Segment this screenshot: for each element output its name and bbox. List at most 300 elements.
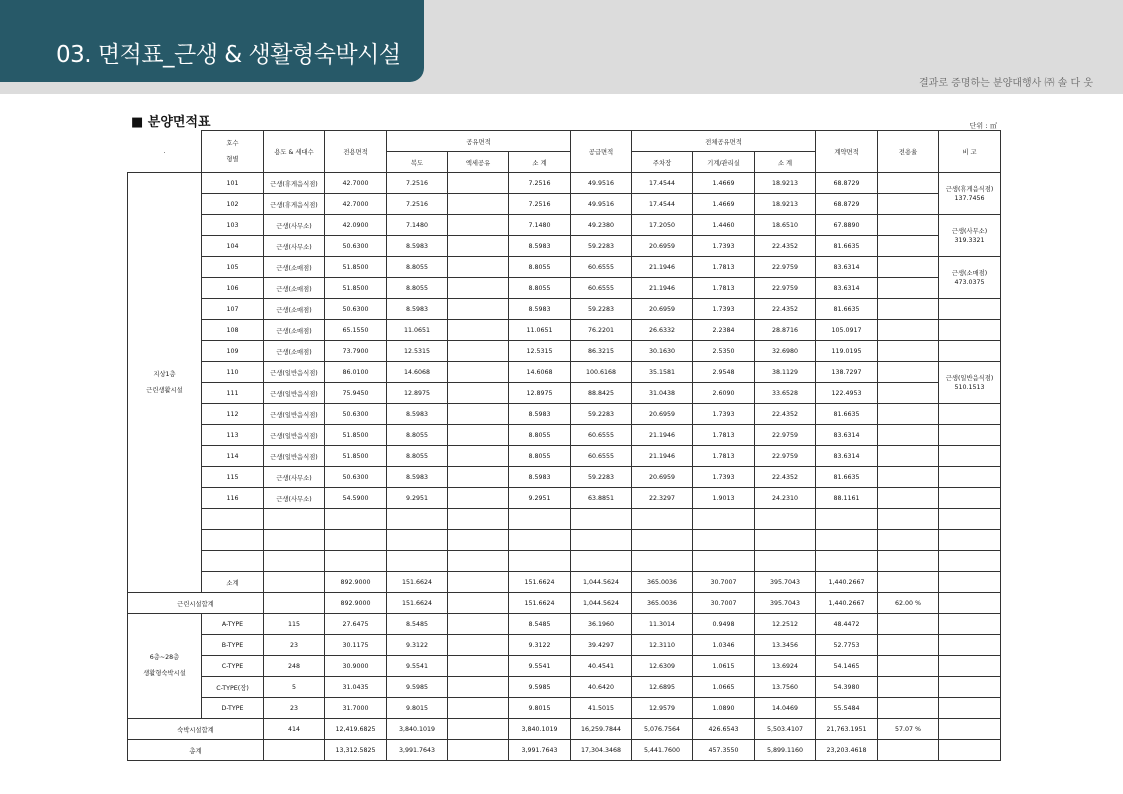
contract-area: 105.0917 <box>816 320 878 341</box>
empty-cell <box>939 551 1001 572</box>
mechanical-area: 1.7813 <box>693 278 755 299</box>
neighbor-total-ratio: 62.00 % <box>878 593 939 614</box>
header-yongdo: 용도 & 세대수 <box>264 131 325 173</box>
empty-cell <box>202 509 264 530</box>
empty-cell <box>878 530 939 551</box>
empty-cell <box>202 530 264 551</box>
grand-total-ratio <box>878 740 939 761</box>
type-name: B-TYPE <box>202 635 264 656</box>
shared-subtotal: 14.6068 <box>509 362 571 383</box>
lodging-total-corridor: 3,840.1019 <box>387 719 448 740</box>
unit-use: 근생(일반음식점) <box>264 425 325 446</box>
supply-area: 41.5015 <box>571 698 632 719</box>
mechanical-area: 0.9498 <box>693 614 755 635</box>
access-shared-area <box>448 404 509 425</box>
shared-subtotal: 7.2516 <box>509 194 571 215</box>
grand-total-mechanical: 457.3550 <box>693 740 755 761</box>
type-name: A-TYPE <box>202 614 264 635</box>
header-jeonche: 전체공유면적 <box>632 131 816 152</box>
supply-area: 60.6555 <box>571 446 632 467</box>
supply-area: 49.2380 <box>571 215 632 236</box>
remark-cell <box>939 215 1001 257</box>
mechanical-area: 1.0890 <box>693 698 755 719</box>
subtotal-access <box>448 572 509 593</box>
exclusive-area: 51.8500 <box>325 425 387 446</box>
contract-area: 55.5484 <box>816 698 878 719</box>
shared-subtotal: 8.5983 <box>509 467 571 488</box>
parking-area: 22.3297 <box>632 488 693 509</box>
mechanical-area: 1.9013 <box>693 488 755 509</box>
header-jucha: 주차장 <box>632 152 693 173</box>
contract-area: 138.7297 <box>816 362 878 383</box>
empty-cell <box>509 530 571 551</box>
type-row <box>128 635 1001 656</box>
empty-cell <box>571 530 632 551</box>
empty-cell <box>264 509 325 530</box>
remark-cell <box>939 362 1001 404</box>
empty-cell <box>325 509 387 530</box>
type-count: 5 <box>264 677 325 698</box>
shared-subtotal: 8.5983 <box>509 299 571 320</box>
header-jeonyongyul: 전용율 <box>878 131 939 173</box>
empty-cell <box>878 551 939 572</box>
lodging-total-contract: 21,763.1951 <box>816 719 878 740</box>
type-row <box>128 698 1001 719</box>
empty-cell <box>448 509 509 530</box>
access-shared-area <box>448 341 509 362</box>
access-shared-area <box>448 236 509 257</box>
remark-cell <box>939 446 1001 467</box>
empty-cell <box>755 509 816 530</box>
empty-cell <box>387 551 448 572</box>
common-subtotal: 24.2310 <box>755 488 816 509</box>
type-count: 248 <box>264 656 325 677</box>
type-row <box>128 677 1001 698</box>
corridor-area: 7.2516 <box>387 173 448 194</box>
neighbor-total-parking: 365.0036 <box>632 593 693 614</box>
contract-area: 68.8729 <box>816 194 878 215</box>
access-shared-area <box>448 383 509 404</box>
unit-use: 근생(일반음식점) <box>264 362 325 383</box>
neighbor-total-remark <box>939 593 1001 614</box>
remark-cell <box>939 488 1001 509</box>
lodging-total-row <box>128 719 1001 740</box>
corridor-area: 9.8015 <box>387 698 448 719</box>
contract-area: 83.6314 <box>816 425 878 446</box>
corridor-area: 12.5315 <box>387 341 448 362</box>
exclusive-ratio <box>878 677 939 698</box>
header-gonggeup: 공급면적 <box>571 131 632 173</box>
contract-area: 48.4472 <box>816 614 878 635</box>
exclusive-area: 54.5900 <box>325 488 387 509</box>
exclusive-ratio <box>878 698 939 719</box>
exclusive-area: 86.0100 <box>325 362 387 383</box>
remark-use: 근생(사무소) <box>951 227 988 235</box>
grand-total-corridor: 3,991.7643 <box>387 740 448 761</box>
common-subtotal: 32.6980 <box>755 341 816 362</box>
table-row <box>128 362 1001 383</box>
empty-cell <box>387 530 448 551</box>
remark-cell <box>939 320 1001 341</box>
exclusive-area: 75.9450 <box>325 383 387 404</box>
empty-cell <box>816 530 878 551</box>
exclusive-area: 42.7000 <box>325 173 387 194</box>
corridor-area: 8.8055 <box>387 425 448 446</box>
exclusive-area: 73.7900 <box>325 341 387 362</box>
lodging-total-exclusive: 12,419.6825 <box>325 719 387 740</box>
common-subtotal: 22.9759 <box>755 446 816 467</box>
parking-area: 12.6895 <box>632 677 693 698</box>
header-row-1 <box>128 131 1001 152</box>
supply-area: 60.6555 <box>571 257 632 278</box>
empty-cell <box>448 551 509 572</box>
exclusive-area: 51.8500 <box>325 257 387 278</box>
subtotal-parking: 365.0036 <box>632 572 693 593</box>
exclusive-area: 30.9000 <box>325 656 387 677</box>
contract-area: 83.6314 <box>816 278 878 299</box>
lodging-total-mechanical: 426.6543 <box>693 719 755 740</box>
unit-number: 113 <box>202 425 264 446</box>
empty-cell <box>878 509 939 530</box>
type-name: C-TYPE(장) <box>202 677 264 698</box>
header-sogye2: 소 계 <box>755 152 816 173</box>
neighbor-total-row <box>128 593 1001 614</box>
corridor-area: 9.3122 <box>387 635 448 656</box>
empty-cell <box>387 509 448 530</box>
lodging-total-remark <box>939 719 1001 740</box>
supply-area: 36.1960 <box>571 614 632 635</box>
mechanical-area: 2.6090 <box>693 383 755 404</box>
exclusive-ratio <box>878 446 939 467</box>
remark-cell <box>939 467 1001 488</box>
exclusive-ratio <box>878 257 939 278</box>
header-gigye: 기계/관리실 <box>693 152 755 173</box>
access-shared-area <box>448 488 509 509</box>
empty-cell <box>448 530 509 551</box>
table-row <box>128 467 1001 488</box>
group-use: 생활형숙박시설 <box>143 670 186 677</box>
access-shared-area <box>448 425 509 446</box>
corridor-area: 8.5983 <box>387 404 448 425</box>
contract-area: 83.6314 <box>816 446 878 467</box>
remark-use: 근생(일반음식점) <box>945 374 994 382</box>
contract-area: 81.6635 <box>816 236 878 257</box>
empty-cell <box>755 551 816 572</box>
shared-subtotal: 9.8015 <box>509 698 571 719</box>
exclusive-ratio <box>878 656 939 677</box>
corridor-area: 8.8055 <box>387 446 448 467</box>
grand-total-row <box>128 740 1001 761</box>
lodging-total-ratio: 57.07 % <box>878 719 939 740</box>
unit-number: 104 <box>202 236 264 257</box>
contract-area: 81.6635 <box>816 299 878 320</box>
common-subtotal: 22.4352 <box>755 236 816 257</box>
subtotal-ratio <box>878 572 939 593</box>
supply-area: 63.8851 <box>571 488 632 509</box>
exclusive-area: 50.6300 <box>325 299 387 320</box>
shared-subtotal: 8.8055 <box>509 257 571 278</box>
empty-cell <box>509 551 571 572</box>
parking-area: 12.6309 <box>632 656 693 677</box>
table-row <box>128 341 1001 362</box>
empty-cell <box>264 551 325 572</box>
parking-area: 21.1946 <box>632 278 693 299</box>
remark-area: 319.3321 <box>954 236 985 244</box>
unit-use: 근생(사무소) <box>264 488 325 509</box>
unit-number: 109 <box>202 341 264 362</box>
header-jeonyong: 전용면적 <box>325 131 387 173</box>
table-row <box>128 278 1001 299</box>
grand-total-label: 총계 <box>128 740 264 761</box>
supply-area: 100.6168 <box>571 362 632 383</box>
shared-subtotal: 7.2516 <box>509 173 571 194</box>
header-gyeyak: 계약면적 <box>816 131 878 173</box>
common-subtotal: 22.9759 <box>755 278 816 299</box>
empty-cell <box>325 551 387 572</box>
empty-row <box>128 509 1001 530</box>
shared-subtotal: 8.5983 <box>509 404 571 425</box>
parking-area: 21.1946 <box>632 257 693 278</box>
grand-total-common: 5,899.1160 <box>755 740 816 761</box>
remark-cell <box>939 173 1001 215</box>
neighbor-total-corridor: 151.6624 <box>387 593 448 614</box>
supply-area: 59.2283 <box>571 467 632 488</box>
access-shared-area <box>448 698 509 719</box>
table-row <box>128 488 1001 509</box>
group-use: 근린생활시설 <box>146 386 183 394</box>
shared-subtotal: 9.5985 <box>509 677 571 698</box>
corridor-area: 12.8975 <box>387 383 448 404</box>
unit-use: 근생(소매점) <box>264 257 325 278</box>
remark-area: 473.0375 <box>954 278 985 286</box>
remark-cell <box>939 341 1001 362</box>
remark-cell <box>939 425 1001 446</box>
mechanical-area: 1.4460 <box>693 215 755 236</box>
header-bigo: 비 고 <box>939 131 1001 173</box>
unit-number: 116 <box>202 488 264 509</box>
access-shared-area <box>448 215 509 236</box>
table-row <box>128 194 1001 215</box>
corridor-area: 11.0651 <box>387 320 448 341</box>
corridor-area: 7.1480 <box>387 215 448 236</box>
table-row <box>128 425 1001 446</box>
access-shared-area <box>448 362 509 383</box>
corridor-area: 7.2516 <box>387 194 448 215</box>
exclusive-ratio <box>878 320 939 341</box>
exclusive-ratio <box>878 173 939 194</box>
unit-use: 근생(사무소) <box>264 236 325 257</box>
parking-area: 17.2050 <box>632 215 693 236</box>
common-subtotal: 18.6510 <box>755 215 816 236</box>
access-shared-area <box>448 278 509 299</box>
subtotal-remark <box>939 572 1001 593</box>
common-subtotal: 12.2512 <box>755 614 816 635</box>
access-shared-area <box>448 656 509 677</box>
exclusive-area: 27.6475 <box>325 614 387 635</box>
contract-area: 52.7753 <box>816 635 878 656</box>
shared-subtotal: 8.5485 <box>509 614 571 635</box>
unit-number: 101 <box>202 173 264 194</box>
parking-area: 26.6332 <box>632 320 693 341</box>
grand-total-shared: 3,991.7643 <box>509 740 571 761</box>
remark-cell <box>939 656 1001 677</box>
unit-use: 근생(일반음식점) <box>264 404 325 425</box>
grand-total-count <box>264 740 325 761</box>
mechanical-area: 1.7393 <box>693 467 755 488</box>
exclusive-ratio <box>878 383 939 404</box>
unit-number: 108 <box>202 320 264 341</box>
empty-cell <box>693 551 755 572</box>
supply-area: 59.2283 <box>571 236 632 257</box>
exclusive-ratio <box>878 299 939 320</box>
subtotal-supply: 1,044.5624 <box>571 572 632 593</box>
table-row <box>128 446 1001 467</box>
section-title: ■ 분양면적표 <box>131 115 211 130</box>
unit-use: 근생(일반음식점) <box>264 446 325 467</box>
access-shared-area <box>448 320 509 341</box>
empty-cell <box>632 530 693 551</box>
parking-area: 21.1946 <box>632 446 693 467</box>
access-shared-area <box>448 194 509 215</box>
header-yeokse: 엑세공유 <box>448 152 509 173</box>
mechanical-area: 1.7393 <box>693 299 755 320</box>
grand-total-access <box>448 740 509 761</box>
parking-area: 20.6959 <box>632 236 693 257</box>
contract-area: 54.3980 <box>816 677 878 698</box>
header-sogye: 소 계 <box>509 152 571 173</box>
mechanical-area: 2.2384 <box>693 320 755 341</box>
unit-use: 근생(사무소) <box>264 215 325 236</box>
parking-area: 20.6959 <box>632 299 693 320</box>
unit-use: 근생(소매점) <box>264 320 325 341</box>
shared-subtotal: 9.2951 <box>509 488 571 509</box>
common-subtotal: 22.9759 <box>755 425 816 446</box>
parking-area: 31.0438 <box>632 383 693 404</box>
common-subtotal: 14.0469 <box>755 698 816 719</box>
exclusive-ratio <box>878 467 939 488</box>
empty-cell <box>509 509 571 530</box>
corridor-area: 8.5983 <box>387 236 448 257</box>
neighbor-total-exclusive: 892.9000 <box>325 593 387 614</box>
empty-cell <box>571 509 632 530</box>
supply-area: 60.6555 <box>571 278 632 299</box>
table-row <box>128 236 1001 257</box>
corridor-area: 8.5983 <box>387 299 448 320</box>
access-shared-area <box>448 173 509 194</box>
unit-use: 근생(사무소) <box>264 467 325 488</box>
supply-area: 59.2283 <box>571 299 632 320</box>
exclusive-ratio <box>878 236 939 257</box>
common-subtotal: 33.6528 <box>755 383 816 404</box>
supply-area: 60.6555 <box>571 425 632 446</box>
remark-use: 근생(소매점) <box>951 269 988 277</box>
shared-subtotal: 8.8055 <box>509 278 571 299</box>
parking-area: 17.4544 <box>632 194 693 215</box>
supply-area: 59.2283 <box>571 404 632 425</box>
parking-area: 12.9579 <box>632 698 693 719</box>
shared-subtotal: 8.8055 <box>509 446 571 467</box>
unit-number: 110 <box>202 362 264 383</box>
header-bokdo: 복도 <box>387 152 448 173</box>
mechanical-area: 2.9548 <box>693 362 755 383</box>
common-subtotal: 22.4352 <box>755 467 816 488</box>
exclusive-area: 50.6300 <box>325 404 387 425</box>
unit-number: 112 <box>202 404 264 425</box>
neighbor-total-use <box>264 593 325 614</box>
common-subtotal: 28.8716 <box>755 320 816 341</box>
access-shared-area <box>448 614 509 635</box>
remark-use: 근생(휴게음식점) <box>945 185 994 193</box>
shared-subtotal: 12.5315 <box>509 341 571 362</box>
exclusive-area: 65.1550 <box>325 320 387 341</box>
corridor-area: 9.5985 <box>387 677 448 698</box>
supply-area: 39.4297 <box>571 635 632 656</box>
subtotal-common: 395.7043 <box>755 572 816 593</box>
table-row <box>128 173 1001 194</box>
exclusive-area: 51.8500 <box>325 278 387 299</box>
shared-subtotal: 9.5541 <box>509 656 571 677</box>
type-count: 23 <box>264 635 325 656</box>
company-slogan: 결과로 증명하는 분양대행사 ㈜ 솔 다 웃 <box>919 78 1093 89</box>
exclusive-ratio <box>878 425 939 446</box>
corridor-area: 8.8055 <box>387 278 448 299</box>
mechanical-area: 1.7393 <box>693 236 755 257</box>
neighbor-total-common: 395.7043 <box>755 593 816 614</box>
contract-area: 83.6314 <box>816 257 878 278</box>
subtotal-contract: 1,440.2667 <box>816 572 878 593</box>
empty-cell <box>693 509 755 530</box>
neighbor-total-label: 근린시설합계 <box>128 593 264 614</box>
neighbor-total-mechanical: 30.7007 <box>693 593 755 614</box>
lodging-total-count: 414 <box>264 719 325 740</box>
exclusive-area: 51.8500 <box>325 446 387 467</box>
header-gongyu: 공유면적 <box>387 131 571 152</box>
unit-use: 근생(휴게음식점) <box>264 194 325 215</box>
exclusive-ratio <box>878 362 939 383</box>
header-blank: . <box>128 131 202 173</box>
unit-number: 115 <box>202 467 264 488</box>
table-row <box>128 299 1001 320</box>
type-name: C-TYPE <box>202 656 264 677</box>
contract-area: 119.0195 <box>816 341 878 362</box>
table-row <box>128 215 1001 236</box>
grand-total-supply: 17,304.3468 <box>571 740 632 761</box>
remark-cell <box>939 698 1001 719</box>
shared-subtotal: 12.8975 <box>509 383 571 404</box>
exclusive-ratio <box>878 278 939 299</box>
empty-cell <box>632 509 693 530</box>
unit-number: 103 <box>202 215 264 236</box>
common-subtotal: 22.9759 <box>755 257 816 278</box>
unit-number: 111 <box>202 383 264 404</box>
shared-subtotal: 7.1480 <box>509 215 571 236</box>
supply-area: 49.9516 <box>571 194 632 215</box>
unit-number: 114 <box>202 446 264 467</box>
subtotal-label: 소계 <box>202 572 264 593</box>
unit-use: 근생(소매점) <box>264 278 325 299</box>
supply-area: 86.3215 <box>571 341 632 362</box>
group-label-neighbor <box>128 173 202 593</box>
supply-area: 49.9516 <box>571 173 632 194</box>
table-row <box>128 404 1001 425</box>
empty-row <box>128 551 1001 572</box>
corridor-area: 8.5983 <box>387 467 448 488</box>
lodging-total-shared: 3,840.1019 <box>509 719 571 740</box>
parking-area: 35.1581 <box>632 362 693 383</box>
mechanical-area: 1.7813 <box>693 425 755 446</box>
access-shared-area <box>448 635 509 656</box>
mechanical-area: 2.5350 <box>693 341 755 362</box>
